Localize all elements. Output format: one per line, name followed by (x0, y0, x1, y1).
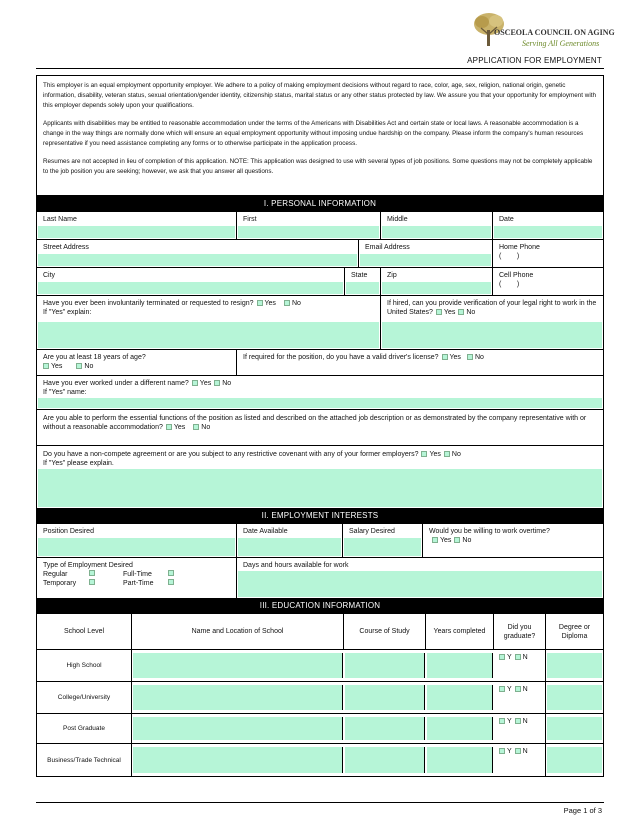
age-no-checkbox[interactable] (76, 363, 82, 369)
overtime-yes-checkbox[interactable] (432, 537, 438, 543)
graduate-n-label: N (522, 748, 528, 755)
cell-phone-paren: ( ) (499, 281, 520, 288)
noncompete-explain-label: If "Yes" please explain. (43, 460, 114, 467)
date-field[interactable] (493, 212, 603, 239)
degree-input[interactable] (547, 653, 602, 678)
years-input[interactable] (427, 717, 493, 740)
col-course: Course of Study (344, 614, 426, 649)
school-name-input[interactable] (133, 747, 343, 773)
part-time-checkbox[interactable] (168, 579, 174, 585)
col-school-level: School Level (37, 614, 132, 649)
email-label: Email Address (365, 244, 410, 251)
age-license-row (37, 350, 603, 376)
noncompete-no-checkbox[interactable] (444, 451, 450, 457)
cell-phone-label: Cell Phone (499, 272, 534, 279)
functions-yes-label: Yes (173, 424, 186, 431)
part-time-label: Part-Time (123, 580, 154, 587)
graduate-y-checkbox[interactable] (499, 654, 505, 660)
termination-no-checkbox[interactable] (284, 300, 290, 306)
overtime-no-label: No (462, 537, 472, 544)
last-name-field[interactable] (37, 212, 237, 239)
graduate-y-label: Y (507, 748, 512, 755)
education-row-post-graduate (37, 714, 603, 744)
regular-label: Regular (43, 571, 68, 578)
termination-row (37, 296, 603, 350)
graduate-field (494, 714, 546, 743)
different-name-question: Have you ever worked under a different name? (43, 380, 189, 387)
functions-yes-checkbox[interactable] (166, 424, 172, 430)
school-level-label: Business/Trade Technical (37, 744, 132, 776)
graduate-n-label: N (522, 718, 528, 725)
cell-phone-field[interactable] (493, 268, 603, 295)
graduate-y-checkbox[interactable] (499, 748, 505, 754)
last-name-label: Last Name (43, 216, 77, 223)
school-name-input[interactable] (133, 717, 343, 740)
degree-input[interactable] (547, 685, 602, 710)
employment-type-label: Type of Employment Desired (43, 562, 133, 569)
noncompete-yes-checkbox[interactable] (421, 451, 427, 457)
verification-no-label: No (466, 309, 476, 316)
street-address-label: Street Address (43, 244, 89, 251)
page-number: Page 1 of 3 (563, 806, 602, 815)
verification-yes-checkbox[interactable] (436, 309, 442, 315)
age-field[interactable] (37, 350, 237, 375)
street-address-field[interactable] (37, 240, 359, 267)
org-name: OSCEOLA COUNCIL ON AGING (494, 28, 615, 37)
termination-field[interactable] (37, 296, 381, 349)
different-name-label: If "Yes" name: (43, 389, 87, 396)
years-input[interactable] (427, 685, 493, 710)
noncompete-no-label: No (451, 451, 461, 458)
full-time-label: Full-Time (123, 571, 152, 578)
course-input[interactable] (345, 747, 425, 773)
education-header-row (37, 614, 603, 650)
license-no-label: No (474, 354, 484, 361)
essential-functions-row (37, 410, 603, 446)
license-question: If required for the position, do you have a valid driver's license? (243, 354, 439, 361)
section-education-header: III. EDUCATION INFORMATION (37, 598, 603, 614)
eeo-statement: This employer is an equal employment opportunity employer. We adhere to a policy of making employment decisions without regard to race, color, age, sex, religion, national origin, genetic information, disability, veteran status, sexual orientation/gender identity, citizenship status, marital status or any other status protected by law. We assure you that your opportunity for employment with this employer depends solely upon your qualifications. (43, 82, 597, 109)
work-verification-field[interactable] (381, 296, 603, 349)
first-name-field[interactable] (237, 212, 381, 239)
graduate-n-checkbox[interactable] (515, 748, 521, 754)
days-hours-label: Days and hours available for work (243, 562, 349, 569)
functions-no-checkbox[interactable] (193, 424, 199, 430)
first-name-label: First (243, 216, 257, 223)
temporary-label: Temporary (43, 580, 77, 587)
graduate-field (494, 650, 546, 681)
middle-name-label: Middle (387, 216, 408, 223)
education-row-college (37, 682, 603, 714)
graduate-n-checkbox[interactable] (515, 718, 521, 724)
state-field[interactable] (345, 268, 381, 295)
home-phone-label: Home Phone (499, 244, 540, 251)
city-field[interactable] (37, 268, 345, 295)
date-available-field[interactable] (237, 524, 343, 557)
years-input[interactable] (427, 747, 493, 773)
age-no-label: No (84, 363, 94, 370)
col-years: Years completed (426, 614, 494, 649)
course-input[interactable] (345, 653, 425, 678)
graduate-field (494, 744, 546, 776)
course-input[interactable] (345, 685, 425, 710)
age-yes-checkbox[interactable] (43, 363, 49, 369)
noncompete-field[interactable] (37, 446, 603, 508)
education-row-business-trade (37, 744, 603, 776)
regular-checkbox[interactable] (89, 570, 95, 576)
termination-explain-label: If "Yes" explain: (43, 309, 92, 316)
position-label: Position Desired (43, 528, 94, 535)
email-field[interactable] (359, 240, 493, 267)
salary-label: Salary Desired (349, 528, 395, 535)
section-employment-header: II. EMPLOYMENT INTERESTS (37, 508, 603, 524)
different-name-field[interactable] (37, 376, 603, 409)
position-field[interactable] (37, 524, 237, 557)
middle-name-field[interactable] (381, 212, 493, 239)
termination-question: Have you ever been involuntarily terminated or requested to resign? (43, 300, 254, 307)
col-school-name: Name and Location of School (132, 614, 344, 649)
employment-type-row (37, 558, 603, 598)
age-yes-label: Yes (51, 363, 63, 370)
license-yes-label: Yes (449, 354, 461, 361)
years-input[interactable] (427, 653, 493, 678)
school-level-label: Post Graduate (37, 714, 132, 743)
org-tagline: Serving All Generations (522, 39, 600, 48)
date-label: Date (499, 216, 514, 223)
org-logo (470, 12, 615, 54)
home-phone-field[interactable] (493, 240, 603, 267)
home-phone-paren: ( ) (499, 253, 520, 260)
education-row-high-school (37, 650, 603, 682)
col-degree: Degree or Diploma (558, 623, 591, 640)
noncompete-question: Do you have a non-compete agreement or are you subject to any restrictive covenant with any of your former employers? (43, 451, 419, 458)
school-name-input[interactable] (133, 685, 343, 710)
age-question: Are you at least 18 years of age? (43, 354, 146, 361)
resume-note: Resumes are not accepted in lieu of completion of this application. NOTE: This application was designed to use with several types of job positions. Some questions may not be completely applicable to the job position you are seeking; however, we ask that you answer all questions. (43, 158, 593, 175)
footer-divider (36, 802, 604, 803)
noncompete-row (37, 446, 603, 508)
school-level-label: College/University (37, 682, 132, 713)
overtime-field[interactable] (423, 524, 603, 557)
diff-name-yes-label: Yes (199, 380, 212, 387)
days-hours-field[interactable] (237, 558, 603, 598)
school-name-input[interactable] (133, 653, 343, 678)
date-available-label: Date Available (243, 528, 288, 535)
graduate-y-label: Y (507, 686, 512, 693)
termination-yes-label: Yes (264, 300, 276, 307)
different-name-row (37, 376, 603, 410)
graduate-y-label: Y (507, 654, 512, 661)
overtime-no-checkbox[interactable] (454, 537, 460, 543)
termination-yes-checkbox[interactable] (257, 300, 263, 306)
graduate-y-checkbox[interactable] (499, 686, 505, 692)
graduate-n-label: N (522, 686, 528, 693)
termination-no-label: No (291, 300, 301, 307)
intro-box (36, 75, 604, 196)
city-row (37, 268, 603, 296)
course-input[interactable] (345, 717, 425, 740)
license-field[interactable] (237, 350, 603, 375)
diff-name-yes-checkbox[interactable] (192, 380, 198, 386)
verification-no-checkbox[interactable] (458, 309, 464, 315)
form-title: APPLICATION FOR EMPLOYMENT (467, 56, 602, 65)
state-label: State (351, 272, 368, 279)
license-no-checkbox[interactable] (467, 354, 473, 360)
school-level-label: High School (37, 650, 132, 681)
graduate-y-checkbox[interactable] (499, 718, 505, 724)
diff-name-no-label: No (222, 380, 232, 387)
graduate-n-label: N (522, 654, 528, 661)
section-personal-header: I. PERSONAL INFORMATION (37, 196, 603, 212)
essential-functions-field[interactable] (37, 410, 603, 445)
city-label: City (43, 272, 56, 279)
graduate-y-label: Y (507, 718, 512, 725)
salary-field[interactable] (343, 524, 423, 557)
overtime-question: Would you be willing to work overtime? (429, 528, 550, 535)
position-row (37, 524, 603, 558)
zip-field[interactable] (381, 268, 493, 295)
ada-statement: Applicants with disabilities may be entitled to reasonable accommodation under the terms of the Americans with Disabilities Act and certain state or local laws. A reasonable accommodation is a change in the way things are normally done which will ensure an equal employment opportunity without imposing undue hardship on the company. Please inform the company's human resources representative if you need assistance completing any forms or to otherwise participate in the application process. (43, 120, 584, 147)
work-verification-question: If hired, can you provide verification of your legal right to work in the United States? (387, 300, 597, 316)
name-row (37, 212, 603, 240)
top-divider (36, 68, 604, 69)
degree-input[interactable] (547, 717, 602, 740)
diff-name-no-checkbox[interactable] (214, 380, 220, 386)
noncompete-yes-label: Yes (429, 451, 441, 458)
verification-yes-label: Yes (443, 309, 456, 316)
license-yes-checkbox[interactable] (442, 354, 448, 360)
application-form (36, 196, 604, 777)
zip-label: Zip (387, 272, 397, 279)
graduate-field (494, 682, 546, 713)
col-graduate: Did you graduate? (494, 614, 546, 649)
overtime-yes-label: Yes (440, 537, 452, 544)
graduate-n-checkbox[interactable] (515, 686, 521, 692)
essential-functions-question: Are you able to perform the essential functions of the position as listed and described on the attached job description or as demonstrated by the company representative with or without a reasonable accommodation? (43, 415, 587, 431)
address-row (37, 240, 603, 268)
full-time-checkbox[interactable] (168, 570, 174, 576)
employment-type-field (37, 558, 237, 598)
temporary-checkbox[interactable] (89, 579, 95, 585)
graduate-n-checkbox[interactable] (515, 654, 521, 660)
functions-no-label: No (201, 424, 211, 431)
degree-input[interactable] (547, 747, 602, 773)
